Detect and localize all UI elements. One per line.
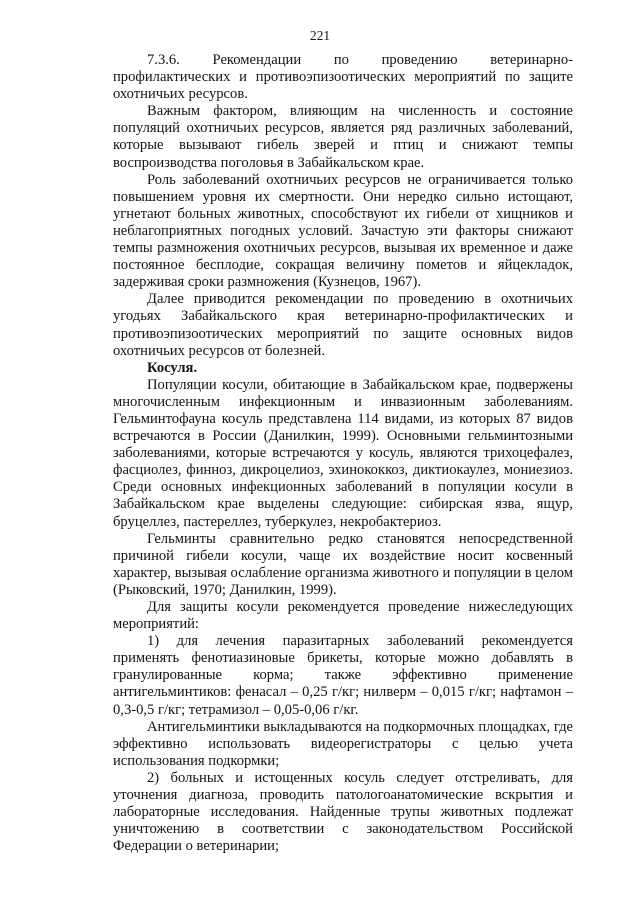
body-paragraph: Важным фактором, влияющим на численность и состояние популяций охотничьих ресурсов, является ряд различных заболеваний, которые вызывают гибель зверей и птиц и снижают темпы воспроизводства поголовья в Забайкальском крае. bbox=[113, 103, 573, 171]
body-paragraph: Роль заболеваний охотничьих ресурсов не ограничивается только повышением уровня их смертности. Они нередко сильно истощают, угнетают больных животных, способствуют их гибели от хищников и неблагоприятных погодных условий. Зачастую эти факторы снижают темпы размножения охотничьих ресурсов, вызывая их временное и даже постоянное бесплодие, сокращая величину пометов и яйцекладок, задерживая сроки размножения (Кузнецов, 1967). bbox=[113, 171, 573, 291]
section-heading-paragraph: 7.3.6. Рекомендации по проведению ветеринарно-профилактических и противоэпизоотических мероприятий по защите охотничьих ресурсов. bbox=[113, 52, 573, 103]
document-body bbox=[113, 52, 573, 855]
subsection-title: Косуля. bbox=[147, 359, 198, 376]
body-paragraph: Для защиты косули рекомендуется проведение нижеследующих мероприятий: bbox=[113, 599, 573, 633]
body-paragraph: Популяции косули, обитающие в Забайкальском крае, подвержены многочисленным инфекционным и инвазионным заболеваниям. Гельминтофауна косуль представлена 114 видами, из которых 87 видов встречаются в России (Данилкин, 1999). Основными гельминтозными заболеваниями, которые встречаются у косуль, являются трихоцефалез, фасциолез, финноз, дикроцелиоз, эхинококкоз, диктиокаулез, мониезиоз. Среди основных инфекционных заболеваний в популяции косули в Забайкальском крае выделены следующие: сибирская язва, ящур, бруцеллез, пастереллез, туберкулез, некробактериоз. bbox=[113, 376, 573, 530]
body-paragraph: Антигельминтики выкладываются на подкормочных площадках, где эффективно использовать видеорегистраторы с целью учета использования подкормки; bbox=[113, 718, 573, 769]
list-item-paragraph: 1) для лечения паразитарных заболеваний рекомендуется применять фенотиазиновые брикеты, которые можно добавлять в гранулированные корма; также эффективно применение антигельминтиков: фенасал – 0,25 г/кг; нилверм – 0,015 г/кг; нафтамон – 0,3-0,5 г/кг; тетрамизол – 0,05-0,06 г/кг. bbox=[113, 633, 573, 718]
page-number: 221 bbox=[309, 28, 331, 43]
body-paragraph: Гельминты сравнительно редко становятся непосредственной причиной гибели косули, чаще их воздействие носит косвенный характер, вызывая ослабление организма животного и популяции в целом (Рыковский, 1970; Данилкин, 1999). bbox=[113, 530, 573, 598]
list-item-paragraph: 2) больных и истощенных косуль следует отстреливать, для уточнения диагноза, проводить патологоанатомические вскрытия и лабораторные исследования. Найденные трупы животных подлежат уничтожению в соответствии с законодательством Российской Федерации о ветеринарии; bbox=[113, 769, 573, 855]
body-paragraph: Далее приводится рекомендации по проведению в охотничьих угодьях Забайкальского края ветеринарно-профилактических и противоэпизоотических мероприятий по защите основных видов охотничьих ресурсов от болезней. bbox=[113, 291, 573, 359]
